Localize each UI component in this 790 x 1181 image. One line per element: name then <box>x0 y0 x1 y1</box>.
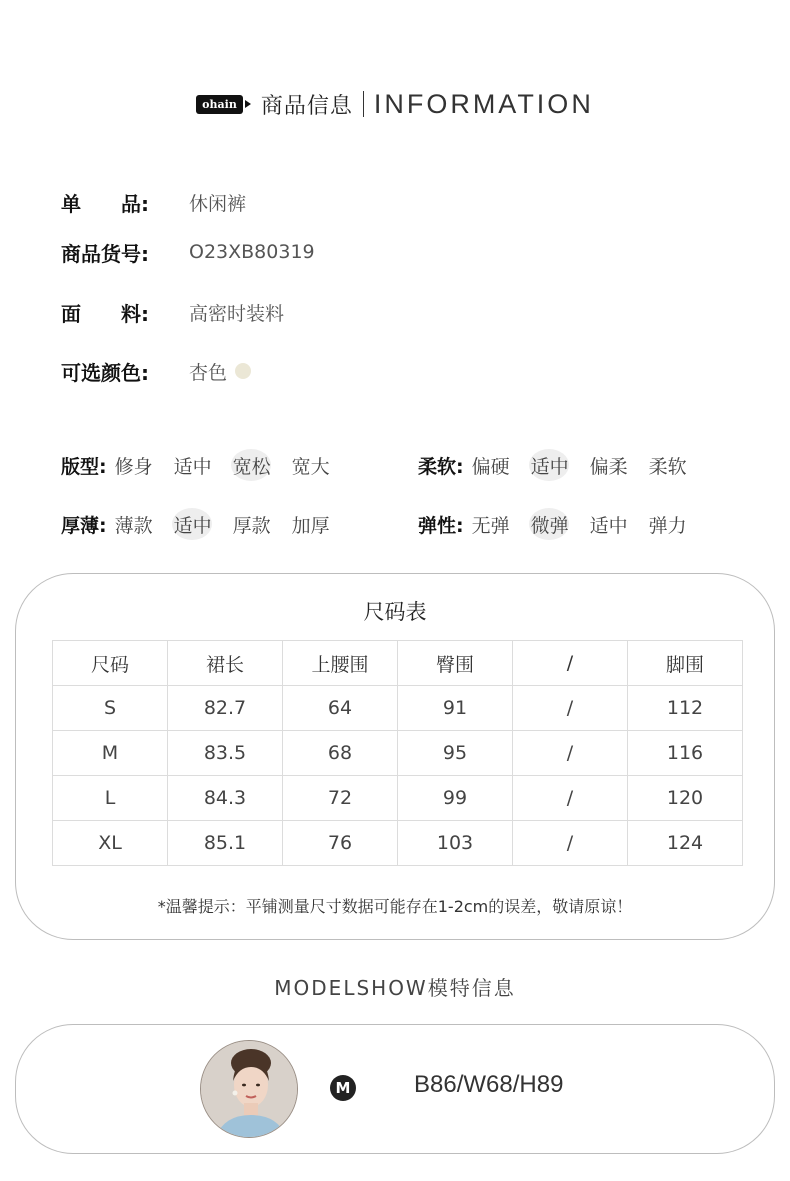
info-row-fabric <box>61 297 284 327</box>
table-cell: 99 <box>398 776 513 821</box>
table-cell: 103 <box>398 821 513 866</box>
size-chart-title: 尺码表 <box>363 600 427 624</box>
table-cell: / <box>513 821 628 866</box>
size-chart-card <box>15 573 775 940</box>
attr-option: 适中 <box>173 455 212 478</box>
table-cell: 84.3 <box>168 776 283 821</box>
table-header: 尺码 <box>53 641 168 686</box>
info-label: 单 品: <box>61 191 149 216</box>
attr-label: 柔软: <box>418 455 464 478</box>
table-header: 裙长 <box>168 641 283 686</box>
model-portrait-icon <box>201 1041 298 1138</box>
table-row <box>53 731 743 776</box>
table-cell: 120 <box>628 776 743 821</box>
attr-option-selected: 宽松 <box>233 452 292 479</box>
attr-option: 加厚 <box>291 514 330 537</box>
attr-option: 宽大 <box>291 455 330 478</box>
table-cell: 76 <box>283 821 398 866</box>
table-cell: / <box>513 686 628 731</box>
header-divider <box>363 91 364 117</box>
info-row-sku <box>61 237 315 267</box>
attr-option-selected: 适中 <box>174 511 233 538</box>
info-label: 商品货号: <box>61 241 149 266</box>
info-value: 高密时装料 <box>189 302 285 325</box>
attr-label: 厚薄: <box>61 514 107 537</box>
attr-option: 柔软 <box>648 455 687 478</box>
model-avatar <box>200 1040 298 1138</box>
attr-elasticity <box>418 508 708 540</box>
attr-option: 薄款 <box>114 514 153 537</box>
table-cell: 124 <box>628 821 743 866</box>
table-cell: 91 <box>398 686 513 731</box>
attr-option: 弹力 <box>648 514 687 537</box>
info-row-item <box>61 187 246 217</box>
attr-option-selected: 适中 <box>531 452 590 479</box>
table-cell: 68 <box>283 731 398 776</box>
info-value: 杏色 <box>189 361 228 384</box>
brand-arrow-icon <box>245 100 251 108</box>
section-header <box>0 86 790 122</box>
attr-fit <box>61 449 351 481</box>
color-swatch <box>235 363 251 379</box>
header-title-cn: 商品信息 <box>260 93 353 119</box>
info-value: 休闲裤 <box>189 192 247 215</box>
model-measurements: B86/W68/H89 <box>414 1071 564 1098</box>
table-header: / <box>513 641 628 686</box>
info-label: 面 料: <box>61 301 149 326</box>
size-chart-note: *温馨提示：平铺测量尺寸数据可能存在1-2cm的误差，敬请原谅！ <box>157 897 633 916</box>
attr-label: 弹性: <box>418 514 464 537</box>
table-row <box>53 776 743 821</box>
table-cell: 72 <box>283 776 398 821</box>
table-header: 脚围 <box>628 641 743 686</box>
size-table <box>52 640 743 866</box>
attr-thickness <box>61 508 351 540</box>
attr-softness <box>418 449 708 481</box>
info-row-color <box>61 356 251 386</box>
model-info-card <box>15 1024 775 1154</box>
table-cell: / <box>513 731 628 776</box>
table-cell: 116 <box>628 731 743 776</box>
attr-option: 修身 <box>114 455 153 478</box>
table-header-row <box>53 641 743 686</box>
info-value: O23XB80319 <box>189 241 315 263</box>
table-cell: 82.7 <box>168 686 283 731</box>
brand-logo-text: ohain <box>196 95 243 114</box>
table-row <box>53 686 743 731</box>
table-cell: / <box>513 776 628 821</box>
table-cell: XL <box>53 821 168 866</box>
table-header: 臀围 <box>398 641 513 686</box>
table-cell: M <box>53 731 168 776</box>
attr-option: 偏硬 <box>471 455 510 478</box>
table-header: 上腰围 <box>283 641 398 686</box>
model-size-badge: M <box>330 1075 356 1101</box>
attr-label: 版型: <box>61 455 107 478</box>
attr-option: 偏柔 <box>589 455 628 478</box>
attr-option: 无弹 <box>471 514 510 537</box>
table-cell: 95 <box>398 731 513 776</box>
header-title-en: INFORMATION <box>373 88 594 119</box>
info-label: 可选颜色: <box>61 360 149 385</box>
table-cell: L <box>53 776 168 821</box>
table-cell: S <box>53 686 168 731</box>
attr-option: 厚款 <box>232 514 271 537</box>
table-cell: 83.5 <box>168 731 283 776</box>
table-cell: 64 <box>283 686 398 731</box>
table-row <box>53 821 743 866</box>
brand-logo <box>196 95 251 114</box>
model-section-title: MODELSHOW模特信息 <box>274 976 516 1000</box>
attr-option-selected: 微弹 <box>531 511 590 538</box>
table-cell: 85.1 <box>168 821 283 866</box>
table-cell: 112 <box>628 686 743 731</box>
attr-option: 适中 <box>589 514 628 537</box>
